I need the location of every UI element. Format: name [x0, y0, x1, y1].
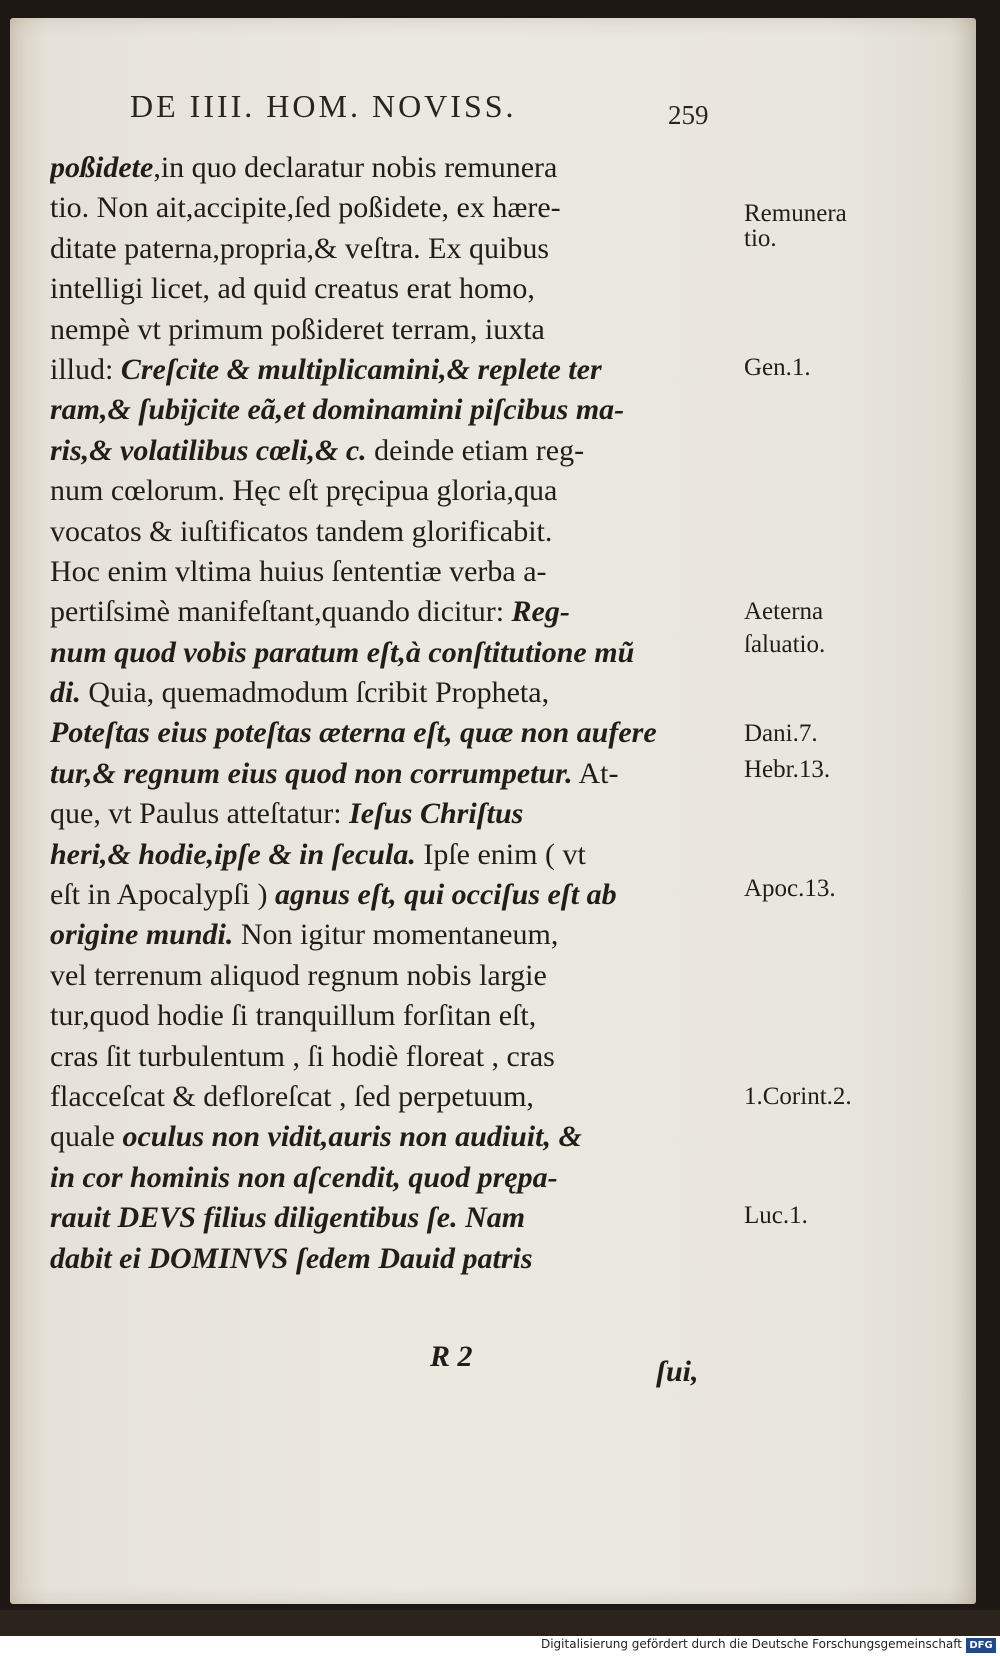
text-line [50, 1198, 730, 1238]
italic-text: dabit ei DOMINVS ſedem Dauid patris [50, 1241, 533, 1275]
text-line [50, 633, 730, 673]
margin-note: Gen.1. [744, 354, 811, 381]
text-line [50, 1158, 730, 1198]
running-head: DE IIII. HOM. NOVISS. [130, 88, 517, 124]
roman-text: num cœlorum. Hęc eſt pręcipua gloria,qua [50, 474, 558, 508]
text-line [50, 512, 730, 552]
italic-text: Ieſus Chriſtus [349, 797, 524, 831]
margin-note: Aeterna [744, 598, 824, 626]
footer-credit: Digitalisierung gefördert durch die Deutsche Forschungsgemeinschaft [540, 1637, 962, 1651]
text-line [50, 310, 730, 350]
margin-note: tio. [744, 224, 777, 252]
margin-note: 1.Corint.2. [744, 1083, 852, 1111]
text-line [50, 754, 730, 794]
text-line [50, 996, 730, 1036]
text-line [50, 835, 730, 875]
italic-text: rauit DEVS filius diligentibus ſe. Nam [50, 1201, 526, 1235]
signature-mark: R 2 [430, 1340, 473, 1373]
text-line [50, 875, 730, 915]
dfg-logo-icon: DFG [966, 1638, 996, 1653]
roman-text: ditate paterna,propria,& veſtra. Ex quibus [50, 231, 549, 265]
roman-text: vocatos & iuſtificatos tandem glorificabit. [50, 514, 553, 548]
text-line [50, 956, 730, 996]
italic-text: di. [50, 676, 81, 710]
text-line [50, 552, 730, 592]
text-line [50, 188, 730, 228]
text-line [50, 592, 730, 632]
text-line [50, 1117, 730, 1157]
roman-text: Ipſe enim ( vt [415, 837, 586, 871]
roman-text: quale [50, 1120, 123, 1154]
text-line [50, 1077, 730, 1117]
margin-note: Dani.7. [744, 719, 818, 747]
roman-text: illud: [50, 352, 121, 386]
roman-text: intelligi licet, ad quid creatus erat homo, [50, 272, 535, 306]
italic-text: poßidete [50, 151, 154, 184]
roman-text: flacceſcat & defloreſcat , ſed perpetuum, [50, 1079, 534, 1113]
italic-text: oculus non vidit,auris non audiuit, & [122, 1120, 582, 1154]
roman-text: Non igitur momentaneum, [233, 918, 559, 952]
margin-note: Luc.1. [744, 1202, 808, 1230]
roman-text: Hoc enim vltima huius ſententiæ verba a- [50, 554, 547, 588]
roman-text: pertiſsimè manifeſtant,quando dicitur: [50, 595, 512, 629]
roman-text: At- [572, 756, 619, 790]
text-line [50, 390, 730, 430]
margin-note: Apoc.13. [744, 875, 836, 903]
text-line [50, 1239, 730, 1279]
roman-text: que, vt Paulus atteſtatur: [50, 797, 350, 831]
italic-text: agnus eſt, qui occiſus eſt ab [274, 878, 617, 912]
text-line [50, 1037, 730, 1077]
italic-text: Reg- [511, 595, 570, 629]
text-line [50, 431, 730, 471]
italic-text: origine mundi. [50, 918, 234, 952]
text-line [50, 673, 730, 713]
roman-text: tio. Non ait,accipite,ſed poßidete, ex hære- [50, 191, 561, 225]
roman-text: eſt in Apocalypſi ) [50, 878, 275, 912]
roman-text: nempè vt primum poßideret terram, iuxta [50, 312, 545, 346]
text-line [50, 269, 730, 309]
italic-text: heri,& hodie,ipſe & in ſecula. [50, 837, 416, 871]
text-line [50, 915, 730, 955]
text-line [50, 148, 730, 188]
text-line [50, 350, 730, 390]
text-line [50, 229, 730, 269]
roman-text: tur,quod hodie ſi tranquillum forſitan eſt, [50, 999, 537, 1033]
roman-text: ,in quo declaratur nobis remunera [153, 151, 558, 184]
margin-note: ſaluatio. [744, 630, 826, 658]
text-line [50, 713, 730, 753]
margin-note: Remunera [744, 200, 847, 228]
body-text [50, 148, 730, 1279]
italic-text: ris,& volatilibus cœli,& c. [50, 433, 367, 467]
italic-text: num quod vobis paratum eſt,à conſtitutione mũ [50, 635, 635, 669]
page-number: 259 [668, 100, 709, 130]
text-line [50, 471, 730, 511]
roman-text: deinde etiam reg- [366, 433, 585, 467]
page-edge-shadow [950, 18, 976, 1604]
catchword: ſui, [656, 1355, 699, 1388]
roman-text: cras ſit turbulentum , ſi hodiè floreat , cras [50, 1039, 555, 1073]
italic-text: in cor hominis non aſcendit, quod prępa- [50, 1160, 558, 1194]
margin-note: Hebr.13. [744, 756, 831, 783]
italic-text: Poteſtas eius poteſtas æterna eſt, quæ non aufere [50, 716, 657, 750]
text-line [50, 794, 730, 834]
roman-text: Quia, quemadmodum ſcribit Propheta, [80, 676, 550, 710]
italic-text: ram,& ſubijcite eã,et dominamini piſcibus ma- [50, 393, 625, 427]
roman-text: vel terrenum aliquod regnum nobis largie [50, 958, 547, 992]
italic-text: tur,& regnum eius quod non corrumpetur. [50, 756, 573, 790]
italic-text: Creſcite & multiplicamini,& replete ter [120, 352, 602, 386]
